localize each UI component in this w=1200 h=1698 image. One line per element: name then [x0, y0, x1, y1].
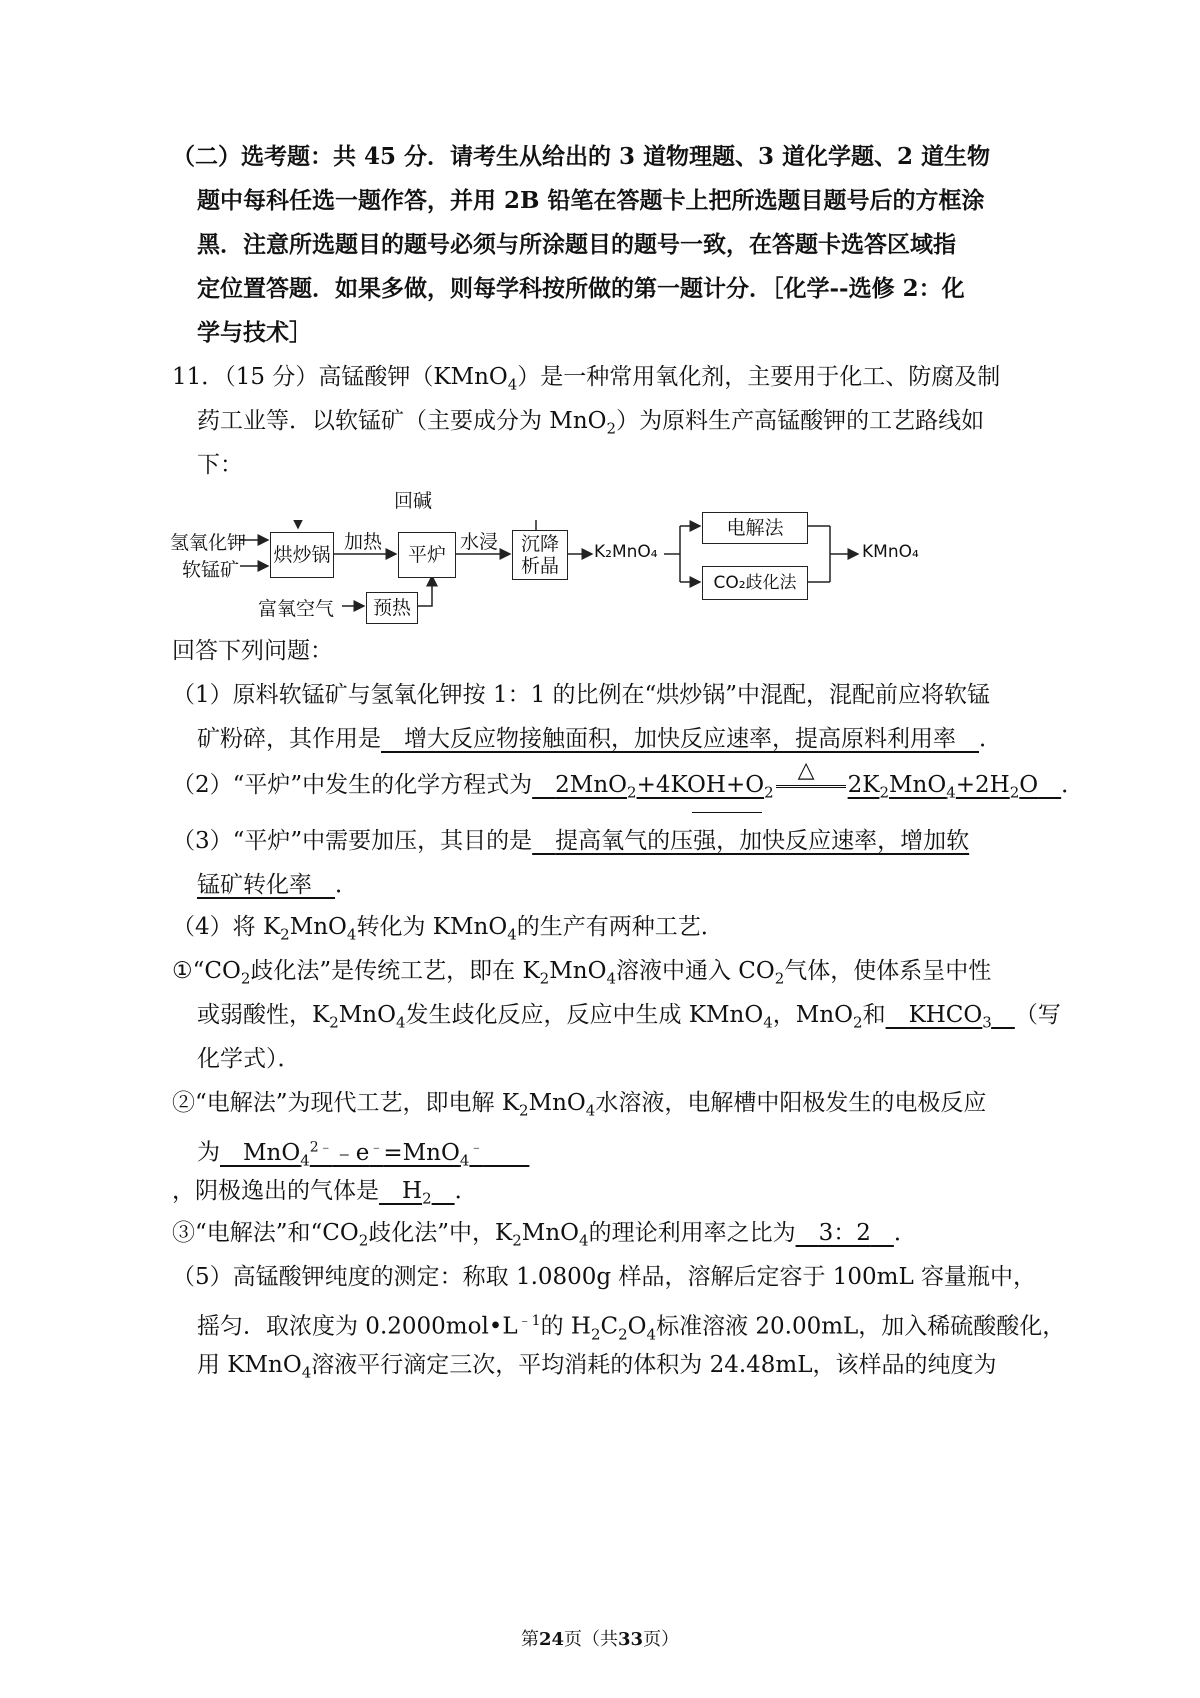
q4-p2-answer-text: ﹣e	[332, 1139, 370, 1166]
q5-text: 摇匀．取浓度为 0.2000mol•L	[197, 1313, 518, 1340]
q4-p2-line-2	[197, 1132, 529, 1175]
q2-eq-left: 2MnO	[555, 772, 628, 798]
q4-text: （4）将 K	[172, 914, 281, 940]
q2-answer: $2MnO_2+4KOH+O_2$ △ $2K_2MnO_4+2H_2O$	[555, 758, 1039, 802]
q3-end: ．	[335, 872, 358, 898]
q4-text: MnO	[289, 914, 347, 940]
q4-p1-answer-text: KHCO	[908, 1002, 983, 1028]
q4-p3-answer	[796, 1220, 894, 1246]
q4-p2-end: ．	[454, 1178, 478, 1204]
q4-p3-text: 歧化法”中，K	[368, 1220, 513, 1246]
q4-p2-text: 为	[197, 1139, 220, 1166]
q5-line-2: 摇匀．取浓度为 $0.2000mol•L^{﹣1}$的 $H_2C_2O_4$标准溶液 20.00mL，加入稀硫酸酸化，	[197, 1313, 1066, 1344]
q4-p1-line-3: 化学式）．	[197, 1046, 301, 1072]
q4-p1-text: 发生歧化反应，反应中生成 KMnO	[405, 1002, 764, 1028]
q3-answer-2	[197, 872, 335, 898]
section-header-line-3: 黑．注意所选题目的题号必须与所涂题目的题号一致，在答题卡选答区域指	[197, 231, 956, 258]
q4-p2-text: ，阴极逸出的气体是	[172, 1178, 379, 1204]
box-settle-crystallize	[512, 530, 568, 580]
q5-text: 用 KMnO	[197, 1352, 302, 1378]
q4-text: 的生产有两种工艺．	[516, 914, 724, 940]
q4-p2-text: MnO	[528, 1090, 586, 1116]
q3-answer-2-text: 锰矿转化率	[197, 872, 312, 898]
k2mno4-label: K₂MnO₄	[594, 542, 658, 562]
oxygen-air-label: 富氧空气	[258, 598, 335, 620]
q4-p1-text: 歧化法”是传统工艺，即在 K	[250, 958, 540, 984]
question-text: 药工业等．以软锰矿（主要成分为 MnO	[197, 408, 607, 434]
q4-p1-text: 气体，使体系呈中性	[784, 958, 992, 984]
footer-page-number: 24	[538, 1629, 564, 1650]
q4-p3-end: ．	[893, 1220, 917, 1246]
q1-line-1: （1）原料软锰矿与氢氧化钾按 1：1 的比例在“烘炒锅”中混配，混配前应将软锰	[172, 682, 991, 708]
box-settle-line-1: 沉降	[520, 533, 559, 555]
q5-line-3: 用 KMnO$_4$溶液平行滴定三次，平均消耗的体积为 24.48mL，该样品的纯度为	[197, 1352, 997, 1382]
q4-text: 转化为 KMnO	[356, 914, 508, 940]
q2-eq-right-4: O	[1019, 772, 1039, 798]
footer-text: 页（共	[564, 1629, 618, 1650]
q5-text: 标准溶液 20.00mL，加入稀硫酸酸化，	[656, 1313, 1066, 1340]
q2-end: ．	[1061, 772, 1085, 798]
box-roasting-pot: 烘炒锅	[270, 532, 334, 578]
q2-condition-symbol: △	[797, 758, 815, 783]
q1-end: ．	[979, 726, 1002, 752]
q5-line-1: （5）高锰酸钾纯度的测定：称取 1.0800g 样品，溶解后定容于 100mL 容量瓶中，	[172, 1264, 1037, 1290]
q4-p2-line-3	[172, 1176, 478, 1214]
q4-p2-line-1: ②“电解法”为现代工艺，即电解 $K_2MnO_4$水溶液，电解槽中阳极发生的电极反应	[172, 1090, 987, 1120]
footer-text: 第	[520, 1629, 539, 1650]
q4-p2-answer-text: MnO	[243, 1139, 301, 1166]
q2-condition	[774, 758, 848, 800]
question-line-1: 11．（15 分）高锰酸钾（KMnO$_4$）是一种常用氧化剂，主要用于化工、防腐及制	[172, 364, 1001, 394]
q1-answer-text: 增大反应物接触面积，加快反应速率，提高原料利用率	[404, 726, 956, 752]
q5-text: 溶液平行滴定三次，平均消耗的体积为 24.48mL，该样品的纯度为	[311, 1352, 997, 1378]
q4-p3-text: 的理论利用率之比为	[588, 1220, 796, 1246]
input-mno2-label: 软锰矿	[182, 559, 240, 581]
box-settle-line-2: 析晶	[520, 555, 559, 577]
q4-p3-text: MnO	[521, 1220, 580, 1246]
q2-text: （2）“平炉”中发生的化学方程式为	[172, 772, 533, 798]
answers-intro: 回答下列问题：	[172, 638, 333, 664]
box-preheat: 预热	[366, 592, 418, 624]
question-text: ）为原料生产高锰酸钾的工艺路线如	[616, 408, 985, 434]
q4-p1-text: ，MnO	[772, 1002, 854, 1028]
footer-text: 页）	[643, 1629, 680, 1650]
q4-p1-line-2: 或弱酸性，$K_2MnO_4$发生歧化反应，反应中生成 KMnO$_4$，MnO$_2$和 $KHCO_3$ （写	[197, 1002, 1061, 1032]
q4-p1-text: 和	[862, 1002, 886, 1028]
q2-extra-underline	[692, 812, 762, 813]
q4-p2-answer-2-text: H	[402, 1178, 423, 1204]
question-text: ）是一种常用氧化剂，主要用于化工、防腐及制	[517, 364, 1001, 390]
q5-text: 的 H	[540, 1313, 591, 1340]
kmno4-product-label: KMnO₄	[862, 542, 919, 562]
q4-p1-answer: $KHCO_3$	[908, 1002, 992, 1032]
q4-p2-text: ②“电解法”为现代工艺，即电解 K	[172, 1090, 520, 1116]
page-footer	[0, 1625, 1200, 1651]
q4-p1-text: （写	[1014, 1002, 1061, 1028]
q4-p1-text: 溶液中通入 CO	[615, 958, 775, 984]
q4-p2-text: 水溶液，电解槽中阳极发生的电极反应	[595, 1090, 987, 1116]
q2-eq-right-2: MnO	[889, 772, 947, 798]
box-flat-furnace: 平炉	[398, 532, 456, 578]
q2-eq-right: 2K	[847, 772, 880, 798]
water-leach-label: 水浸	[460, 531, 499, 553]
q2-eq-mid: +4KOH+O	[636, 772, 765, 798]
input-koh-label: 氢氧化钾	[170, 532, 247, 554]
q3-line-2	[197, 870, 358, 900]
q4-p1-text: MnO	[338, 1002, 396, 1028]
footer-total-pages: 33	[618, 1629, 644, 1650]
q1-text: 矿粉碎，其作用是	[197, 726, 381, 752]
q4-p1-text: ①“CO	[172, 958, 241, 984]
q4-p1-line-1: $①“CO_2$歧化法”是传统工艺，即在 $K_2MnO_4$溶液中通入 $CO_2$气体，使体系呈中性	[172, 958, 992, 988]
q4-line: （4）将 $K_2MnO_4$转化为 KMnO$_4$的生产有两种工艺．	[172, 914, 724, 944]
q4-p2-answer: MnO$_4^{2﹣}$﹣e﹣=MnO$_4$﹣	[243, 1139, 484, 1170]
q3-line-1	[172, 826, 969, 856]
section-header-line-4: 定位置答题．如果多做，则每学科按所做的第一题计分．［化学--选修 2：化	[197, 275, 965, 302]
recycle-alkali-label: 回碱	[394, 490, 433, 512]
q1-line-2	[197, 724, 1002, 754]
box-co2-disproportionation: CO₂歧化法	[702, 566, 808, 600]
question-text: 11．（15 分）高锰酸钾（KMnO	[172, 364, 508, 390]
q5-text: C	[600, 1313, 619, 1340]
q3-answer-1-text: 提高氧气的压强，加快反应速率，增加软	[555, 828, 970, 854]
section-header-line-2: 题中每科任选一题作答，并用 2B 铅笔在答题卡上把所选题目题号后的方框涂	[197, 187, 985, 214]
q4-p2-answer-2: $H_2$	[402, 1178, 432, 1208]
q4-p3-text: ③“电解法”和“CO	[172, 1220, 359, 1246]
q4-p3-answer-text: 3：2	[818, 1220, 871, 1246]
q1-answer	[381, 726, 979, 752]
q3-answer-1	[532, 828, 969, 854]
heat-label: 加热	[344, 531, 383, 553]
q2-eq-right-3: +2H	[955, 772, 1010, 798]
question-line-3: 下：	[197, 452, 243, 478]
q2-line	[172, 758, 1085, 808]
q4-p1-text: MnO	[549, 958, 607, 984]
box-electrolysis: 电解法	[702, 512, 808, 544]
q3-text: （3）“平炉”中需要加压，其目的是	[172, 828, 533, 854]
q4-p2-answer-text: =MnO	[383, 1139, 460, 1166]
q4-p3-line: ③“电解法”和“$CO_2$歧化法”中，$K_2MnO_4$的理论利用率之比为 3：2 ．	[172, 1220, 917, 1250]
section-header-line-5: 学与技术］	[197, 319, 312, 346]
q5-text: O	[627, 1313, 647, 1340]
q4-p1-text: 或弱酸性，K	[197, 1002, 330, 1028]
question-line-2: 药工业等．以软锰矿（主要成分为 MnO$_2$）为原料生产高锰酸钾的工艺路线如	[197, 408, 985, 438]
section-header-line-1: （二）选考题：共 45 分．请考生从给出的 3 道物理题、3 道化学题、2 道生物	[172, 143, 991, 170]
